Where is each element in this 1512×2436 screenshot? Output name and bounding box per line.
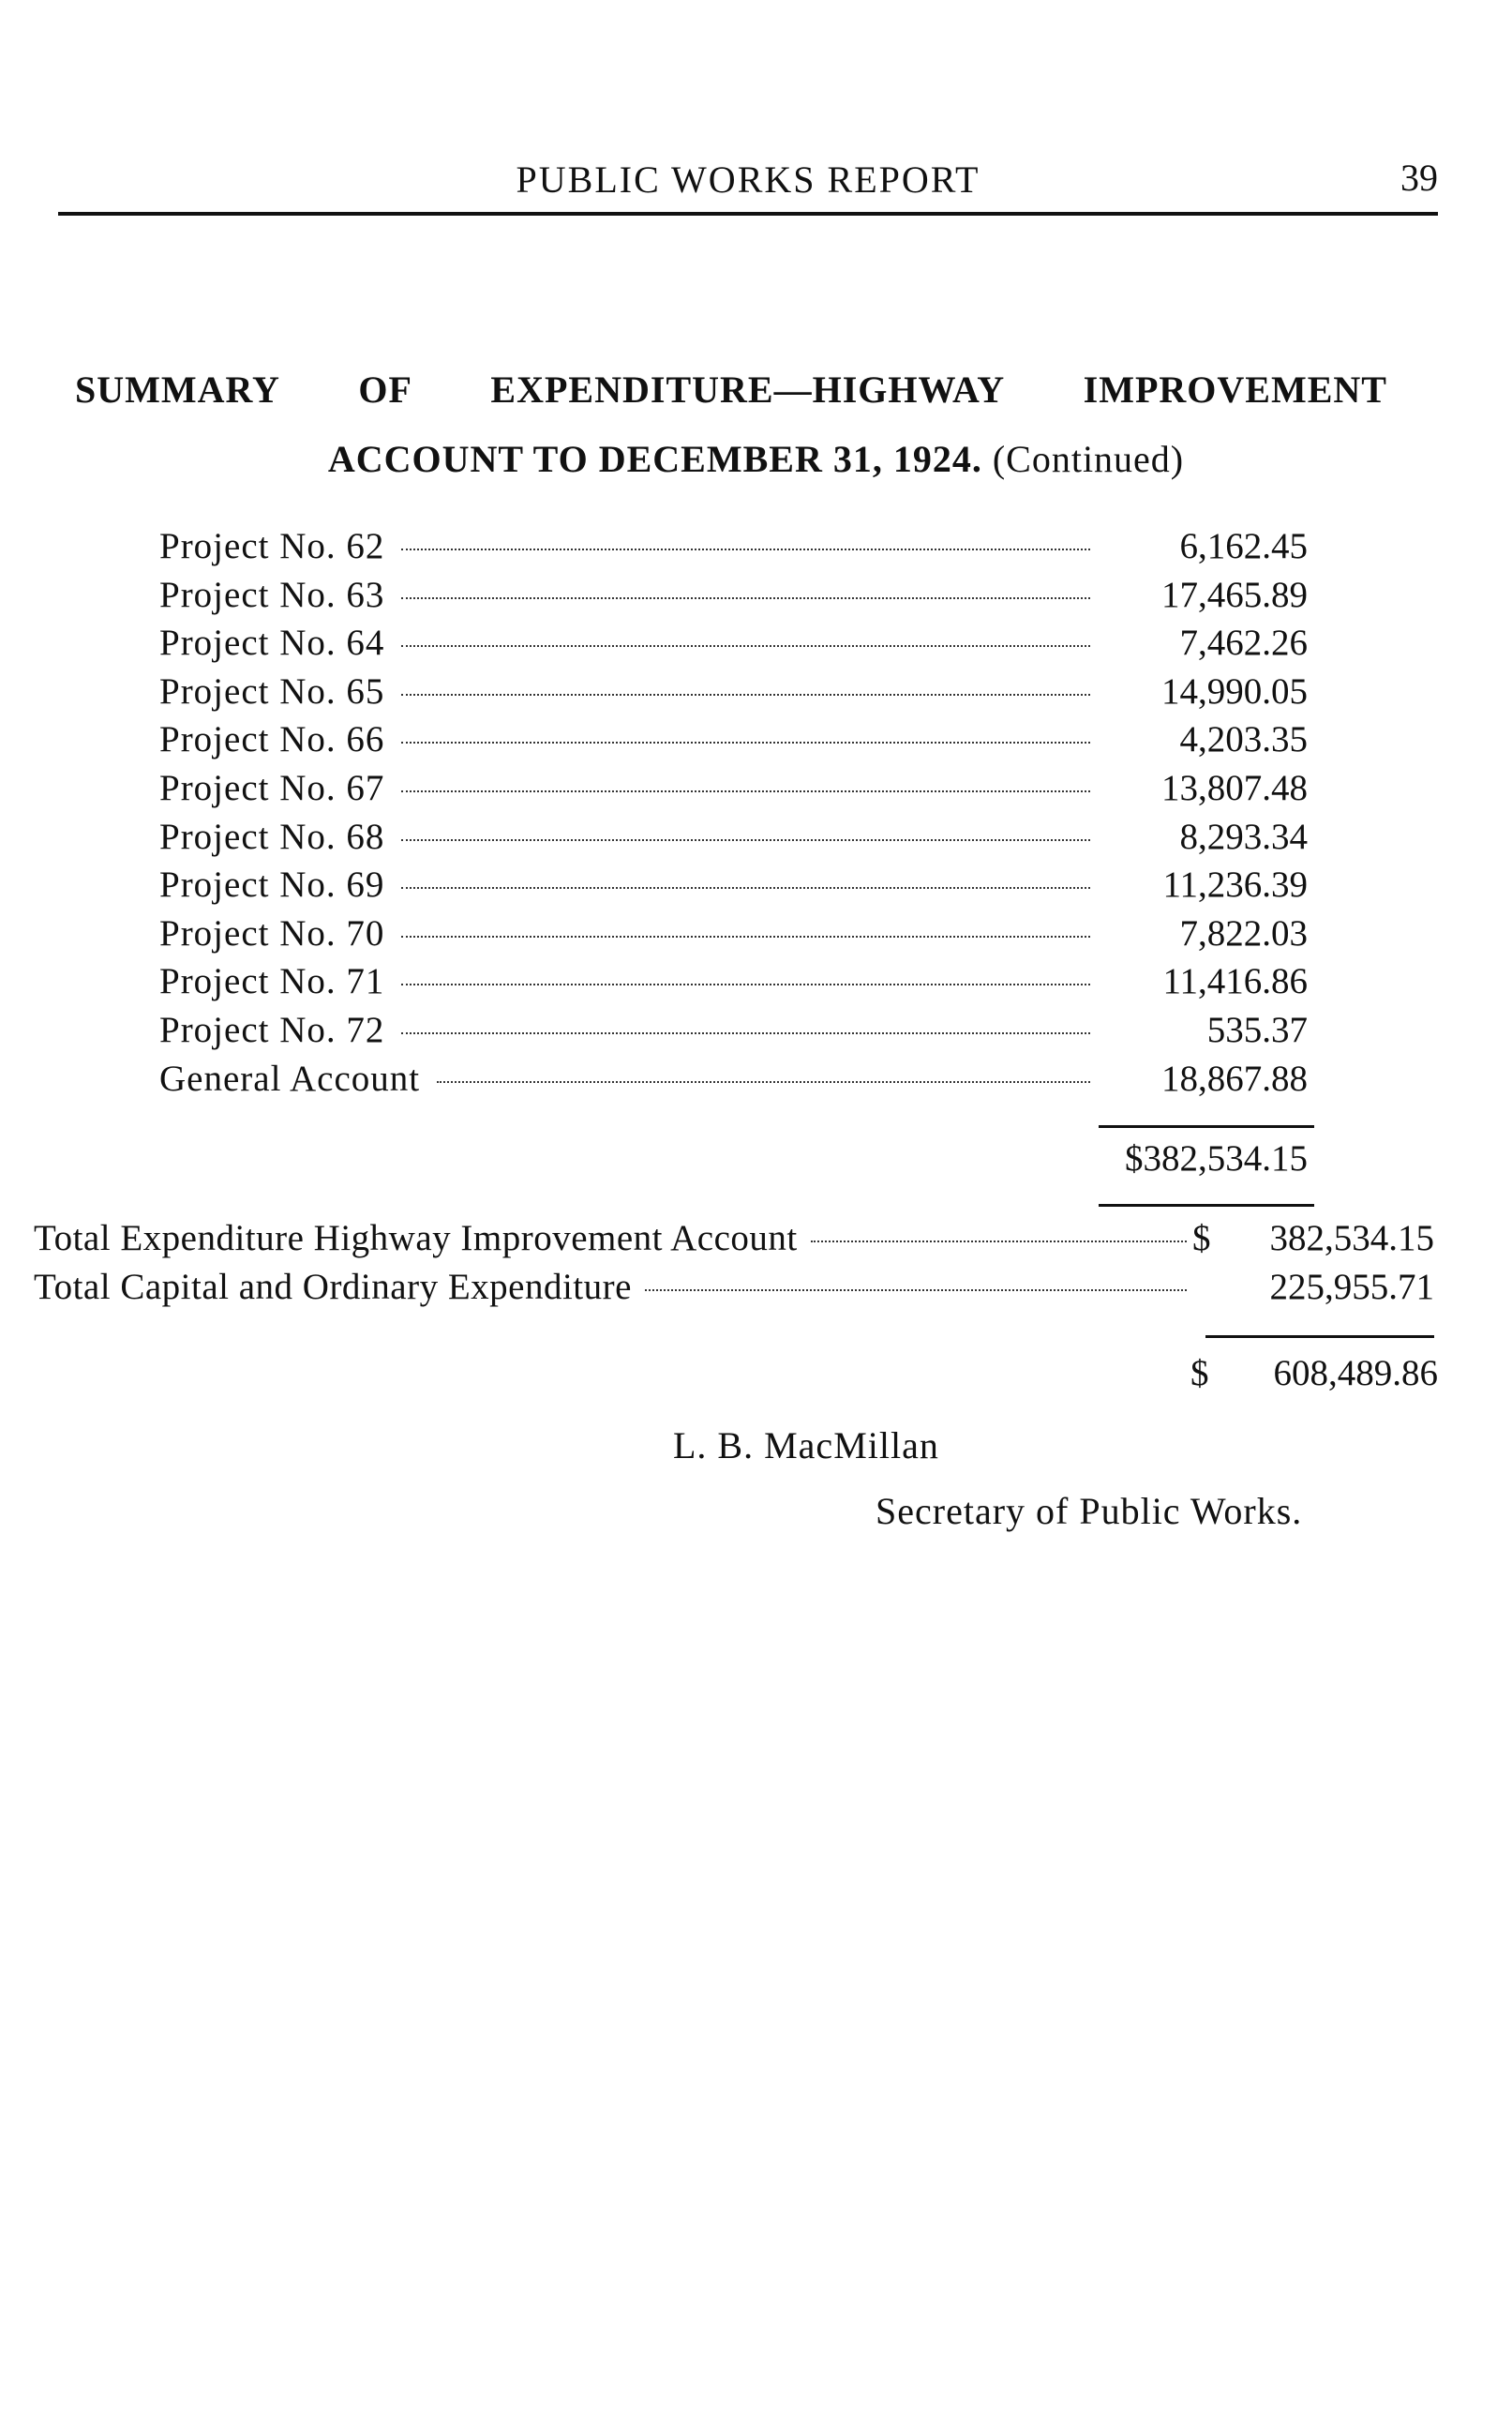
expenditure-row (159, 816, 1308, 865)
subtotal-amount: $382,534.15 (1125, 1138, 1308, 1179)
row-label: Project No. 62 (159, 526, 385, 566)
row-label: General Account (159, 1058, 421, 1099)
header-rule (58, 212, 1438, 216)
signatory-title: Secretary of Public Works. (876, 1490, 1303, 1532)
row-label: Project No. 72 (159, 1009, 385, 1050)
expenditure-row (159, 1058, 1308, 1106)
expenditure-row (159, 670, 1308, 719)
row-label: Project No. 65 (159, 670, 385, 712)
expenditure-row (159, 525, 1308, 574)
totals-section (34, 1217, 1434, 1315)
total-amount: 382,534.15 (1269, 1218, 1434, 1258)
grand-total (1190, 1352, 1438, 1394)
expenditure-row (159, 1009, 1308, 1058)
signatory-name: L. B. MacMillan (673, 1424, 939, 1466)
total-row (34, 1217, 1434, 1266)
subtotal-rule-top (1099, 1125, 1314, 1128)
project-expenditure-list (159, 525, 1308, 1105)
row-label: Project No. 67 (159, 767, 385, 808)
expenditure-row (159, 622, 1308, 670)
row-label: Project No. 70 (159, 912, 385, 954)
expenditure-row (159, 864, 1308, 912)
row-label: Project No. 66 (159, 719, 385, 760)
currency-symbol: $ (1192, 1218, 1211, 1258)
dot-leader (401, 936, 1090, 938)
expenditure-row (159, 767, 1308, 816)
dot-leader (401, 887, 1090, 889)
running-title: PUBLIC WORKS REPORT (516, 158, 981, 201)
row-amount: 7,822.03 (1179, 912, 1308, 954)
dot-leader (437, 1081, 1090, 1083)
summary-title-line-1 (75, 368, 1387, 412)
currency-symbol: $ (1190, 1353, 1209, 1393)
summary-title-line-2 (0, 437, 1512, 481)
row-label: Project No. 68 (159, 816, 385, 857)
expenditure-row (159, 960, 1308, 1009)
row-amount: 18,867.88 (1161, 1058, 1308, 1099)
dot-leader (401, 839, 1090, 841)
row-label: Project No. 64 (159, 623, 385, 664)
total-row (34, 1266, 1434, 1315)
dot-leader (401, 742, 1090, 744)
title-word: OF (358, 368, 412, 411)
subtotal-rule-bottom (1099, 1204, 1314, 1207)
dot-leader (401, 549, 1090, 550)
row-amount: 14,990.05 (1161, 670, 1308, 712)
title-word: IMPROVEMENT (1083, 368, 1387, 411)
expenditure-row (159, 912, 1308, 961)
dot-leader (811, 1241, 1187, 1242)
grand-total-amount: 608,489.86 (1273, 1353, 1438, 1393)
dot-leader (401, 694, 1090, 696)
dot-leader (401, 1032, 1090, 1034)
row-amount: 13,807.48 (1161, 767, 1308, 808)
row-label: Project No. 63 (159, 574, 385, 615)
dot-leader (401, 984, 1090, 985)
title-continued: (Continued) (981, 438, 1185, 480)
dot-leader (645, 1289, 1187, 1291)
row-amount: 535.37 (1206, 1009, 1308, 1050)
row-amount: 7,462.26 (1179, 623, 1308, 664)
title-word: SUMMARY (75, 368, 280, 411)
title-account-date: ACCOUNT TO DECEMBER 31, 1924. (327, 438, 982, 480)
expenditure-row (159, 574, 1308, 623)
running-header (58, 152, 1438, 208)
dot-leader (401, 645, 1090, 647)
row-amount: 6,162.45 (1179, 526, 1308, 566)
row-label: Project No. 69 (159, 865, 385, 906)
total-label: Total Capital and Ordinary Expenditure (34, 1267, 632, 1307)
row-amount: 11,416.86 (1162, 961, 1308, 1002)
dot-leader (401, 597, 1090, 599)
row-label: Project No. 71 (159, 961, 385, 1002)
row-amount: 17,465.89 (1161, 574, 1308, 615)
row-amount: 11,236.39 (1162, 865, 1308, 906)
expenditure-row (159, 718, 1308, 767)
title-word: EXPENDITURE—HIGHWAY (490, 368, 1006, 411)
grand-total-rule (1205, 1335, 1434, 1338)
dot-leader (401, 790, 1090, 792)
page-number: 39 (1400, 157, 1438, 199)
total-amount: 225,955.71 (1269, 1267, 1434, 1307)
total-label: Total Expenditure Highway Improvement Account (34, 1218, 798, 1258)
row-amount: 8,293.34 (1179, 816, 1308, 857)
row-amount: 4,203.35 (1179, 719, 1308, 760)
